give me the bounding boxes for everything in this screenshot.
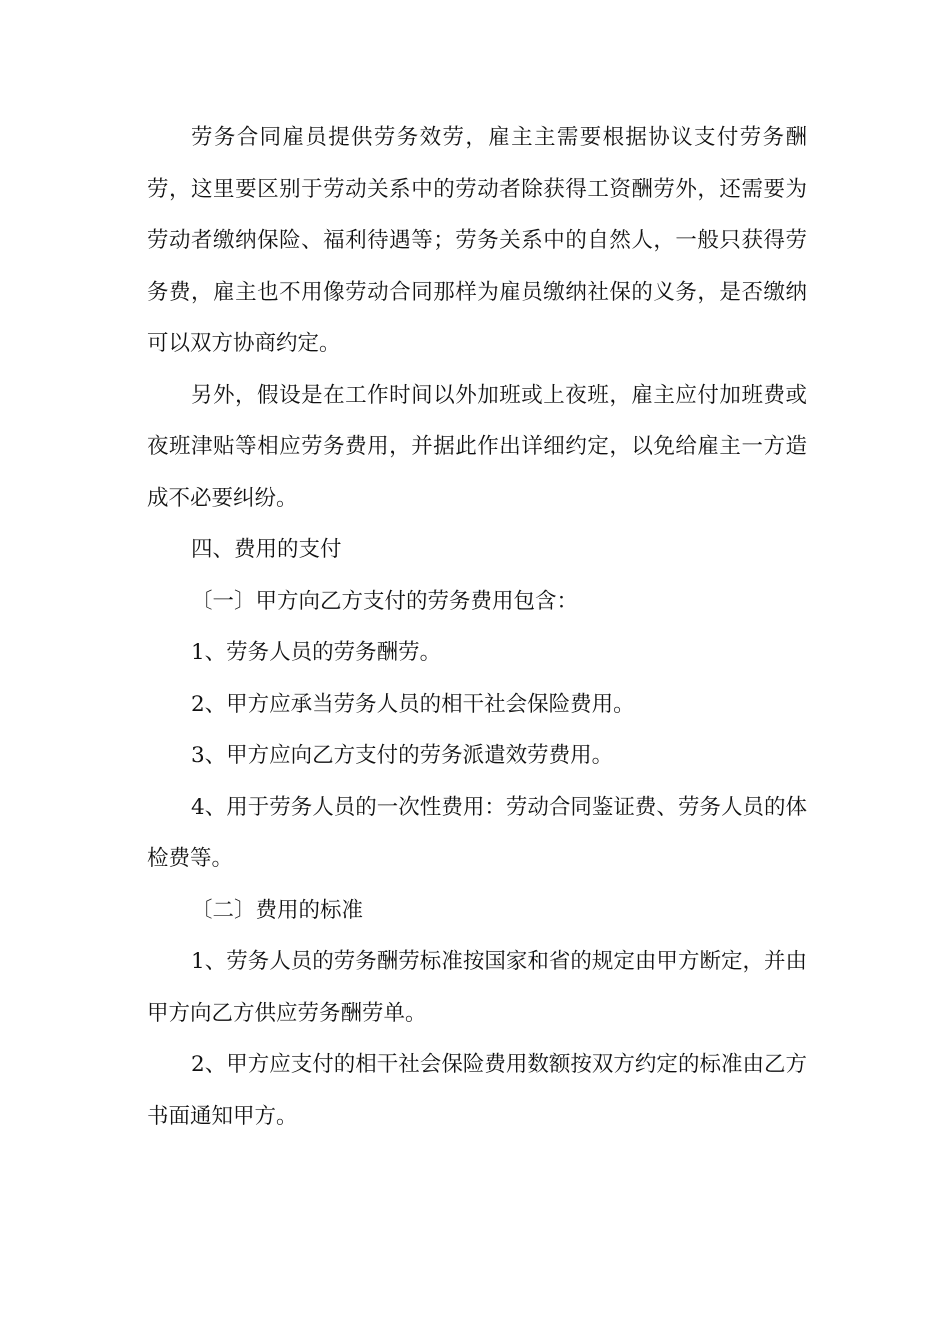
subsection-heading-fees-included: 〔一〕甲方向乙方支付的劳务费用包含： [191, 588, 579, 614]
standard-item-2: 2、甲方应支付的相干社会保险费用数额按双方约定的标准由乙方书面通知甲方。 [147, 1052, 807, 1129]
section-heading-fee-payment: 四、费用的支付 [191, 537, 342, 562]
subsection-heading-fee-standard: 〔二〕费用的标准 [191, 897, 364, 923]
paragraph-labor-service-explanation: 劳务合同雇员提供劳务效劳，雇主主需要根据协议支付劳务酬劳，这里要区别于劳动关系中的劳动者除获得工资酬劳外，还需要为劳动者缴纳保险、福利待遇等；劳务关系中的自然人，一般只获得劳务费，雇主也不用像劳动合同那样为雇员缴纳社保的义务，是否缴纳可以双方协商约定。 [147, 125, 807, 356]
list-item-3: 3、甲方应向乙方支付的劳务派遣效劳费用。 [191, 743, 614, 768]
paragraph-overtime-note: 另外，假设是在工作时间以外加班或上夜班，雇主应付加班费或夜班津贴等相应劳务费用，并据此作出详细约定，以免给雇主一方造成不必要纠纷。 [147, 382, 807, 511]
standard-item-1: 1、劳务人员的劳务酬劳标准按国家和省的规定由甲方断定，并由甲方向乙方供应劳务酬劳单。 [147, 949, 807, 1026]
document-body [147, 112, 807, 1142]
list-item-4: 4、用于劳务人员的一次性费用：劳动合同鉴证费、劳务人员的体检费等。 [147, 794, 807, 871]
list-item-1: 1、劳务人员的劳务酬劳。 [191, 640, 442, 665]
list-item-2: 2、甲方应承当劳务人员的相干社会保险费用。 [191, 691, 635, 717]
